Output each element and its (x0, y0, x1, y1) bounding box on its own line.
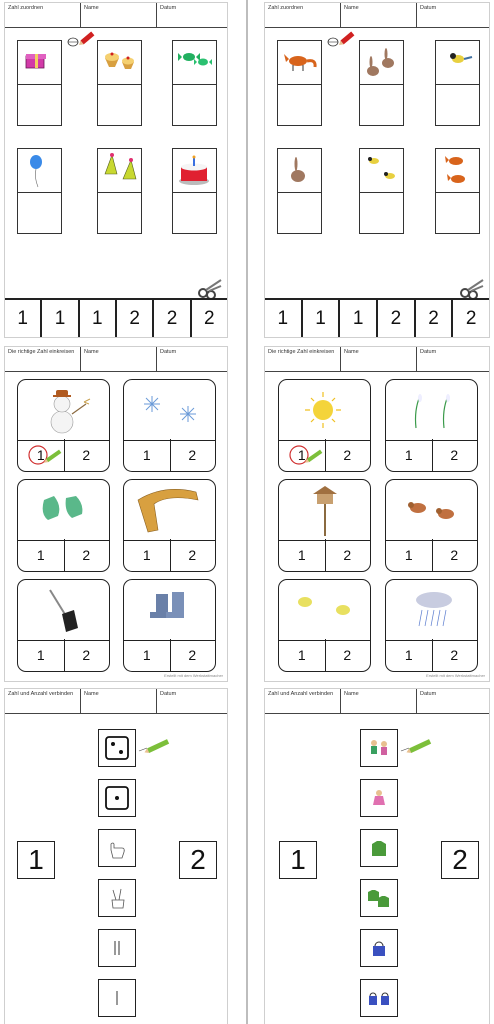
number-option-2[interactable]: 2 (450, 547, 459, 563)
sort-card (172, 40, 217, 126)
number-cell: 1 (80, 300, 117, 337)
sweaters-icon (365, 884, 393, 912)
sweater-box[interactable] (360, 829, 398, 867)
eraser-pencil-icon (327, 31, 355, 49)
name-field: Name (81, 3, 157, 27)
number-option-2[interactable]: 2 (188, 547, 197, 563)
number-option-2[interactable]: 2 (343, 447, 352, 463)
count-card (123, 379, 216, 472)
dice-two-icon (103, 734, 131, 762)
sun-icon (279, 380, 369, 438)
sort-card (359, 148, 404, 234)
number-option-2[interactable]: 2 (188, 447, 197, 463)
count-card (17, 579, 110, 672)
number-option-2[interactable]: 2 (188, 647, 197, 663)
number-cell: 1 (42, 300, 79, 337)
date-field: Datum (160, 5, 177, 11)
date-field: Datum (160, 691, 177, 697)
worksheet-zahl-einkreisen-right (264, 346, 490, 682)
count-card (17, 379, 110, 472)
number-cell: 2 (154, 300, 191, 337)
sort-card (435, 148, 480, 234)
gift-box-icon (18, 41, 61, 83)
number-option-1[interactable]: 1 (386, 439, 433, 471)
butterflies-icon (279, 580, 369, 638)
sweaters-box[interactable] (360, 879, 398, 917)
shovel-icon (18, 580, 108, 638)
rabbits-icon (360, 41, 403, 83)
sort-card (97, 148, 142, 234)
children-box[interactable] (360, 729, 398, 767)
title-field: Zahl zuordnen (265, 3, 341, 27)
number-option-2[interactable]: 2 (82, 647, 91, 663)
tally-two-icon (103, 934, 131, 962)
number-option-1[interactable] (279, 439, 326, 471)
balloon-icon (18, 149, 61, 191)
sort-card (17, 148, 62, 234)
girl-box[interactable] (360, 779, 398, 817)
number-box-two[interactable]: 2 (179, 841, 217, 879)
name-field: Name (81, 689, 157, 713)
title-field: Zahl und Anzahl verbinden (265, 689, 341, 713)
count-card (17, 479, 110, 572)
fox-icon (278, 41, 321, 83)
bag-box[interactable] (360, 929, 398, 967)
sort-card (435, 40, 480, 126)
number-option-2[interactable]: 2 (343, 647, 352, 663)
name-field: Name (81, 347, 157, 371)
number-option-2[interactable]: 2 (450, 447, 459, 463)
count-card (278, 379, 371, 472)
children-icon (365, 734, 393, 762)
worksheet-header (5, 347, 227, 372)
sort-card (277, 148, 322, 234)
worksheet-zahl-zuordnen-left (4, 2, 228, 338)
worksheet-zahl-zuordnen-right (264, 2, 490, 338)
snowdrops-icon (386, 380, 476, 438)
number-option-1[interactable]: 1 (18, 639, 65, 671)
count-card (385, 579, 478, 672)
title-field: Zahl zuordnen (5, 3, 81, 27)
number-option-2[interactable]: 2 (82, 447, 91, 463)
foxes-icon (436, 149, 479, 191)
sort-card (359, 40, 404, 126)
title-field: Die richtige Zahl einkreisen (265, 347, 341, 371)
credit-text: Erstellt mit dem Werkstattmacher (164, 673, 223, 678)
count-card (385, 479, 478, 572)
girl-icon (365, 784, 393, 812)
name-field: Name (341, 347, 417, 371)
worksheet-header (265, 3, 489, 28)
robins-icon (386, 480, 476, 538)
pencil-icon (399, 737, 435, 755)
bags-icon (365, 984, 393, 1012)
title-field: Zahl und Anzahl verbinden (5, 689, 81, 713)
victory-hand-box[interactable] (98, 879, 136, 917)
worksheet-zahl-einkreisen-left (4, 346, 228, 682)
tally-two-box[interactable] (98, 929, 136, 967)
number-option-1[interactable]: 1 (279, 639, 326, 671)
number-cell: 2 (204, 307, 215, 329)
bags-box[interactable] (360, 979, 398, 1017)
number-option-1[interactable]: 1 (124, 539, 171, 571)
number-box-one[interactable]: 1 (17, 841, 55, 879)
tally-one-box[interactable] (98, 979, 136, 1017)
title-field: Die richtige Zahl einkreisen (5, 347, 81, 371)
number-cell: 2 (378, 300, 416, 337)
number-cell: 2 (117, 300, 154, 337)
number-cell: 2 (465, 307, 477, 329)
cutout-number-strip (265, 298, 489, 338)
thumb-hand-box[interactable] (98, 829, 136, 867)
page-divider (246, 0, 248, 1024)
scarf-icon (124, 480, 214, 538)
count-card (123, 579, 216, 672)
boots-icon (124, 580, 214, 638)
sweater-icon (365, 834, 393, 862)
number-cell: 1 (303, 300, 341, 337)
name-field: Name (341, 689, 417, 713)
eraser-pencil-icon (67, 31, 95, 49)
credit-text: Erstellt mit dem Werkstattmacher (426, 673, 485, 678)
date-field: Datum (160, 349, 177, 355)
worksheet-header (265, 689, 489, 714)
cupcakes-icon (98, 41, 141, 83)
sort-card (97, 40, 142, 126)
number-option-1[interactable]: 1 (124, 439, 171, 471)
date-field: Datum (420, 349, 437, 355)
number-option-1[interactable]: 1 (124, 639, 171, 671)
name-field: Name (341, 3, 417, 27)
number-option-2[interactable]: 2 (343, 547, 352, 563)
scissors-icon (459, 277, 485, 299)
dice-one-icon (103, 784, 131, 812)
rabbit-icon (278, 149, 321, 191)
number-box-two[interactable]: 2 (441, 841, 479, 879)
number-label: 1 (36, 447, 45, 463)
scissors-icon (197, 277, 223, 299)
candy-icon (173, 41, 216, 83)
number-option-1[interactable]: 1 (279, 539, 326, 571)
number-option-1[interactable] (18, 439, 65, 471)
number-option-2[interactable]: 2 (450, 647, 459, 663)
worksheet-header (265, 347, 489, 372)
count-card (123, 479, 216, 572)
sort-card (277, 40, 322, 126)
bird-feeder-icon (279, 480, 369, 538)
dice-one-box[interactable] (98, 779, 136, 817)
rain-cloud-icon (386, 580, 476, 638)
thumb-hand-icon (103, 834, 131, 862)
bag-icon (365, 934, 393, 962)
count-card (278, 579, 371, 672)
worksheet-zahl-anzahl-left (4, 688, 228, 1024)
party-hats-icon (98, 149, 141, 191)
number-option-2[interactable]: 2 (82, 547, 91, 563)
victory-hand-icon (103, 884, 131, 912)
number-label: 1 (297, 447, 306, 463)
date-field: Datum (420, 5, 437, 11)
number-option-1[interactable]: 1 (386, 639, 433, 671)
dice-two-box[interactable] (98, 729, 136, 767)
birds-icon (360, 149, 403, 191)
worksheet-header (5, 3, 227, 28)
number-option-1[interactable]: 1 (18, 539, 65, 571)
count-card (278, 479, 371, 572)
number-option-1[interactable]: 1 (386, 539, 433, 571)
date-field: Datum (420, 691, 437, 697)
number-cell: 1 (5, 300, 42, 337)
snowman-icon (18, 380, 108, 438)
number-cell: 1 (340, 300, 378, 337)
pencil-icon (137, 737, 173, 755)
sort-card (172, 148, 217, 234)
worksheet-zahl-anzahl-right (264, 688, 490, 1024)
sort-card (17, 40, 62, 126)
count-card (385, 379, 478, 472)
birthday-cake-icon (173, 149, 216, 191)
number-cell: 2 (416, 300, 454, 337)
snowflakes-icon (124, 380, 214, 438)
number-box-one[interactable]: 1 (279, 841, 317, 879)
bird-icon (436, 41, 479, 83)
mittens-icon (18, 480, 108, 538)
cutout-number-strip (5, 298, 227, 338)
number-cell: 1 (265, 300, 303, 337)
tally-one-icon (103, 984, 131, 1012)
worksheet-header (5, 689, 227, 714)
